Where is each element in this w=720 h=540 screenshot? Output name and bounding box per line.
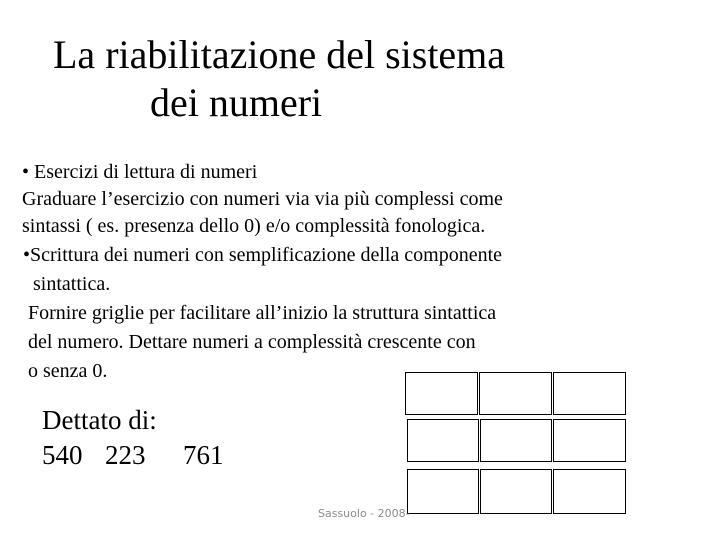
body-line-4: •Scrittura dei numeri con semplificazione della componente [23, 244, 503, 266]
grid-cell-r1-c2 [479, 372, 552, 415]
body-line-3: sintassi ( es. presenza dello 0) e/o complessità fonologica. [22, 215, 486, 237]
body-line-6: Fornire griglie per facilitare all’inizio la struttura sintattica [28, 302, 497, 324]
body-line-2: Graduare l’esercizio con numeri via via più complessi come [22, 188, 503, 210]
body-line-7: del numero. Dettare numeri a complessità crescente con [28, 331, 476, 353]
slide-footer: Sassuolo - 2008- [318, 507, 410, 520]
grid-cell-r3-c2 [480, 469, 552, 514]
dictation-number-761: 761 [183, 440, 224, 470]
grid-cell-r1-c1 [405, 372, 478, 415]
dictation-label: Dettato di: [42, 405, 157, 435]
body-line-8: o senza 0. [28, 360, 108, 382]
dictation-number-540: 540 [42, 440, 83, 470]
dictation-number-223: 223 [105, 440, 146, 470]
grid-cell-r3-c1 [407, 469, 479, 514]
grid-cell-r2-c3 [553, 419, 626, 462]
title-line-2: dei numeri [150, 80, 323, 125]
grid-cell-r2-c1 [407, 419, 479, 462]
title-line-1: La riabilitazione del sistema [53, 32, 506, 77]
grid-cell-r1-c3 [553, 372, 626, 415]
grid-cell-r3-c3 [553, 469, 626, 514]
body-line-1: • Esercizi di lettura di numeri [22, 161, 258, 183]
grid-cell-r2-c2 [480, 419, 552, 462]
body-line-5: sintattica. [33, 273, 111, 295]
